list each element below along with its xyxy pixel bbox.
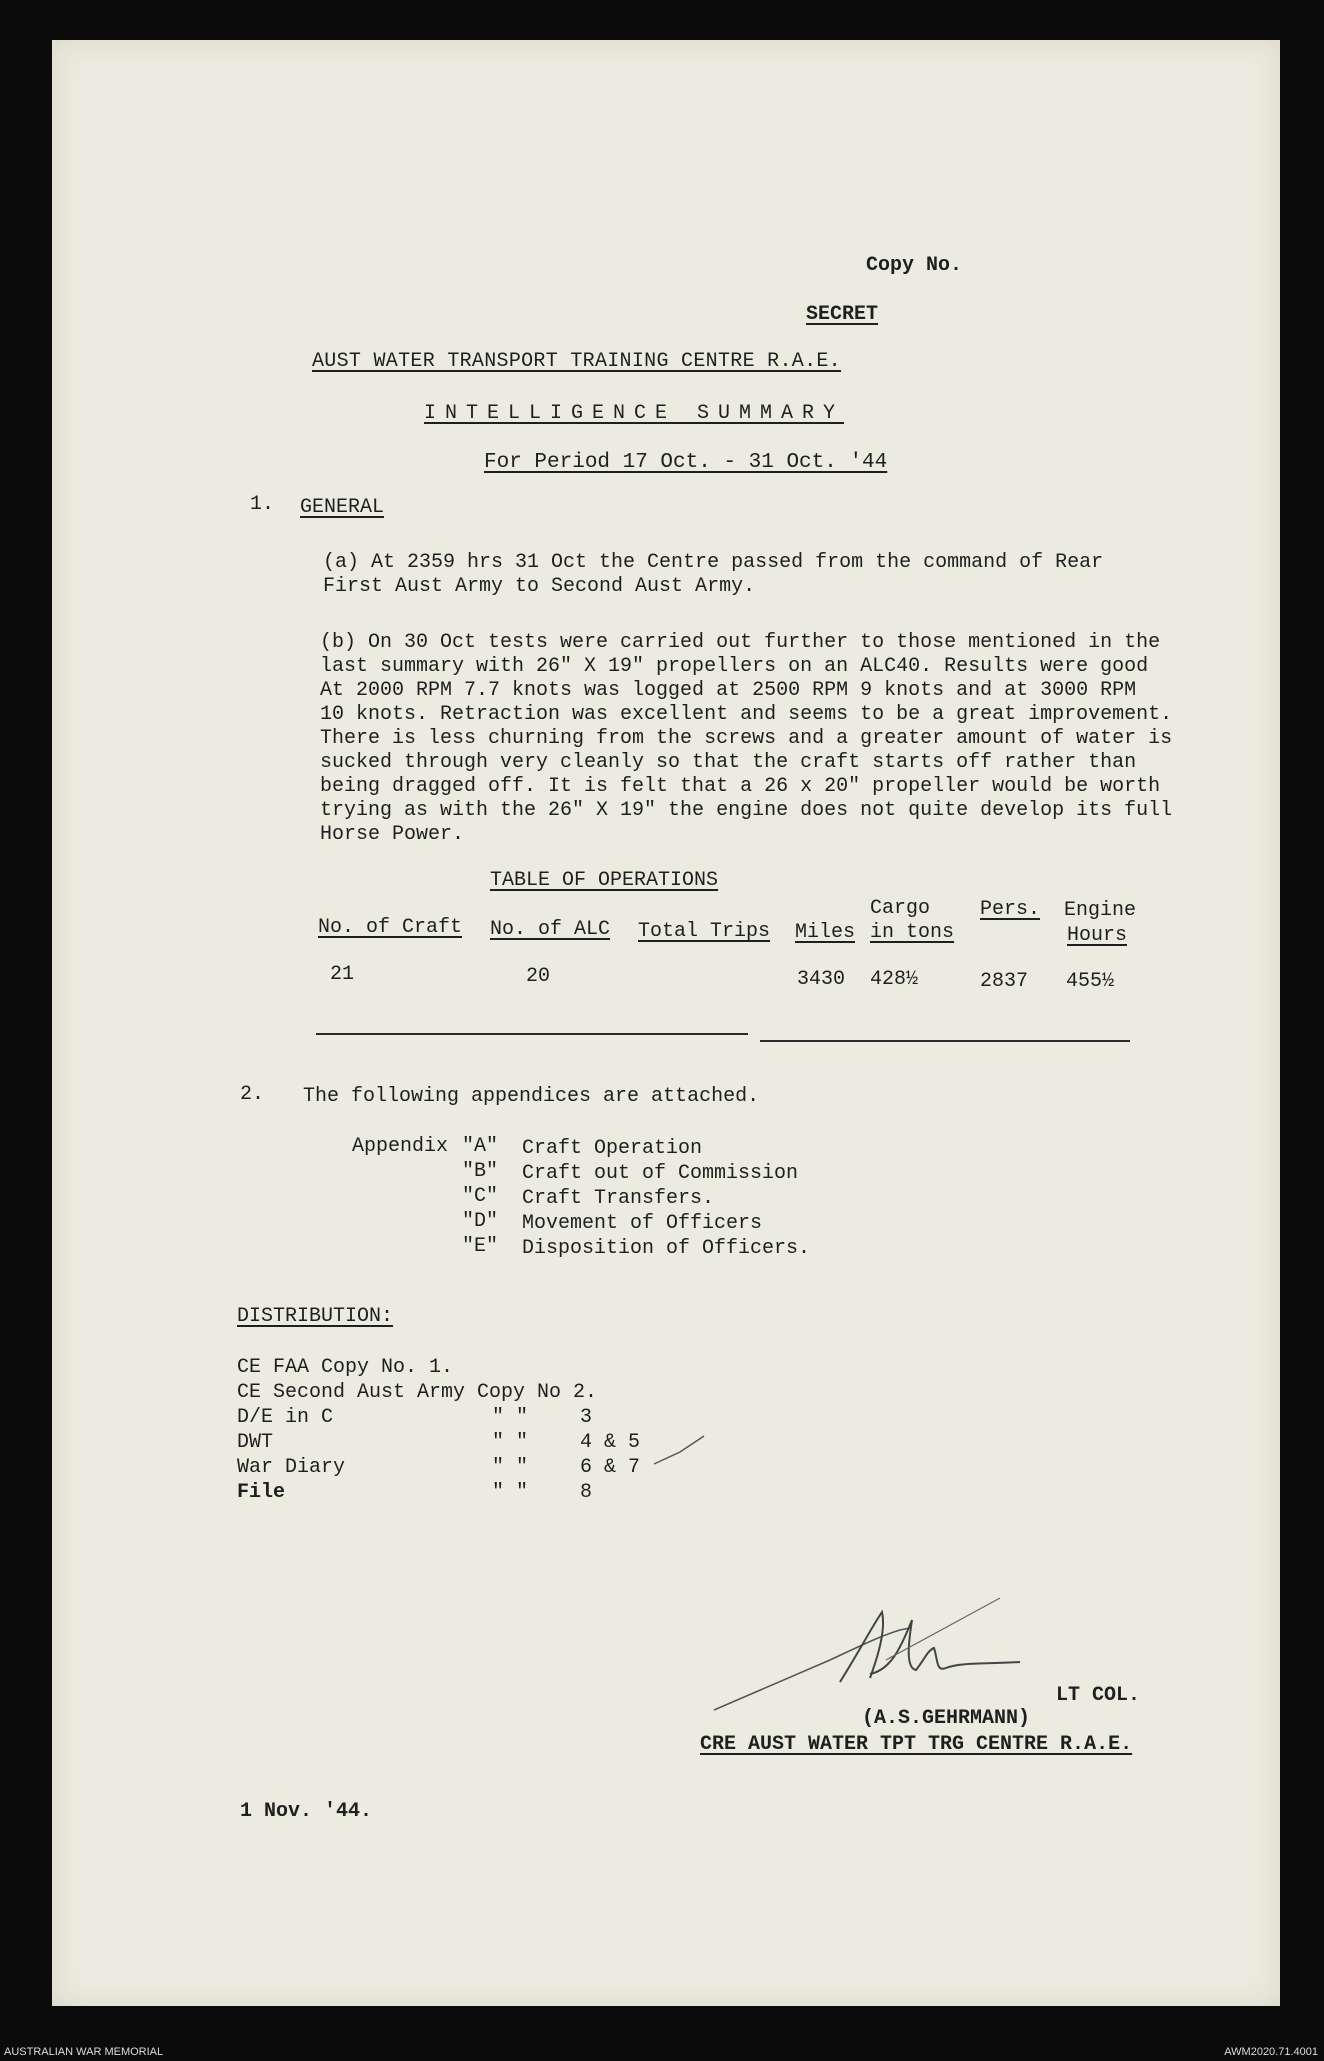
header-cargo-bottom: in tons — [870, 921, 955, 944]
section-2-text: The following appendices are attached. — [303, 1085, 760, 1108]
document-page — [52, 40, 1280, 2006]
distribution-ditto: " " — [492, 1431, 529, 1454]
appendix-title: Craft Operation — [522, 1137, 703, 1160]
appendix-label: Appendix — [352, 1135, 449, 1158]
appendix-title: Craft out of Commission — [522, 1162, 799, 1185]
distribution-recipient: War Diary — [237, 1456, 346, 1479]
signatory-name: (A.S.GEHRMANN) — [862, 1707, 1031, 1730]
distribution-copy-number: 8 — [580, 1481, 593, 1504]
distribution-ditto: " " — [492, 1456, 529, 1479]
reporting-period: For Period 17 Oct. - 31 Oct. '44 — [484, 451, 888, 474]
document-date: 1 Nov. '44. — [240, 1800, 373, 1823]
tick-mark — [650, 1430, 710, 1470]
distribution-copy-number: 6 & 7 — [580, 1456, 641, 1479]
document-title: INTELLIGENCE SUMMARY — [424, 402, 845, 425]
archive-credit: AUSTRALIAN WAR MEMORIAL — [4, 2046, 164, 2058]
unit-name: AUST WATER TRANSPORT TRAINING CENTRE R.A.E. — [312, 350, 841, 373]
distribution-copy-number: 3 — [580, 1406, 593, 1429]
header-no-of-alc: No. of ALC — [490, 918, 611, 941]
appendix-title: Movement of Officers — [522, 1212, 763, 1235]
appendix-letter: "D" — [462, 1210, 499, 1233]
distribution-copy-number: 4 & 5 — [580, 1431, 641, 1454]
appendix-letter: "C" — [462, 1185, 499, 1208]
distribution-recipient: DWT — [237, 1431, 274, 1454]
section-1-heading: GENERAL — [300, 496, 385, 519]
classification-marking: SECRET — [806, 303, 879, 326]
paragraph-b: (b) On 30 Oct tests were carried out further to those mentioned in the last summary with 26" X 19" propellers on an ALC40. Results were good At 2000 RPM 7.7 knots was logged at 2500 RPM 9 knots and at 3000 RPM 10 knots. Retraction was excellent and seems to be a great improvement. There is less churning from the screws and a greater amount of water is sucked through very cleanly so that the craft starts off rather than being dragged off. It is felt that a 26 x 20" propeller would be worth trying as with the 26" X 19" the engine does not quite develop its full Horse Power. — [320, 631, 1173, 846]
copy-number-label: Copy No. — [866, 254, 963, 277]
row-miles: 3430 — [797, 968, 846, 991]
header-engine-bottom: Hours — [1067, 924, 1128, 947]
signatory-rank: LT COL. — [1056, 1684, 1141, 1707]
handwritten-signature — [710, 1590, 1030, 1720]
appendix-letter: "B" — [462, 1160, 499, 1183]
distribution-heading: DISTRIBUTION: — [237, 1305, 394, 1328]
paragraph-a: (a) At 2359 hrs 31 Oct the Centre passed from the command of Rear First Aust Army to Second Aust Army. — [323, 551, 1104, 598]
distribution-recipient: CE FAA Copy No. 1. — [237, 1356, 454, 1379]
row-engine-hours: 455½ — [1066, 970, 1115, 993]
appendix-title: Disposition of Officers. — [522, 1237, 811, 1260]
appendix-title: Craft Transfers. — [522, 1187, 715, 1210]
table-bottom-rule-right — [760, 1040, 1130, 1042]
row-cargo-tons: 428½ — [870, 968, 919, 991]
distribution-ditto: " " — [492, 1406, 529, 1429]
table-title: TABLE OF OPERATIONS — [490, 869, 719, 892]
header-no-of-craft: No. of Craft — [318, 916, 463, 939]
appendix-letter: "E" — [462, 1235, 499, 1258]
section-1-number: 1. — [250, 493, 275, 516]
distribution-ditto: " " — [492, 1481, 529, 1504]
distribution-recipient: File — [237, 1481, 286, 1504]
appendix-letter: "A" — [462, 1135, 499, 1158]
archive-reference: AWM2020.71.4001 — [1224, 2046, 1318, 2058]
header-pers: Pers. — [980, 898, 1041, 921]
row-no-of-alc: 20 — [526, 965, 551, 988]
distribution-recipient: CE Second Aust Army Copy No 2. — [237, 1381, 598, 1404]
section-2-number: 2. — [240, 1083, 265, 1106]
header-miles: Miles — [795, 921, 856, 944]
row-personnel: 2837 — [980, 970, 1029, 993]
table-bottom-rule-left — [316, 1033, 748, 1035]
distribution-recipient: D/E in C — [237, 1406, 334, 1429]
row-no-of-craft: 21 — [330, 963, 355, 986]
header-cargo-top: Cargo — [870, 897, 931, 920]
header-total-trips: Total Trips — [638, 920, 771, 943]
header-engine-top: Engine — [1064, 899, 1137, 922]
signatory-appointment: CRE AUST WATER TPT TRG CENTRE R.A.E. — [700, 1733, 1133, 1756]
